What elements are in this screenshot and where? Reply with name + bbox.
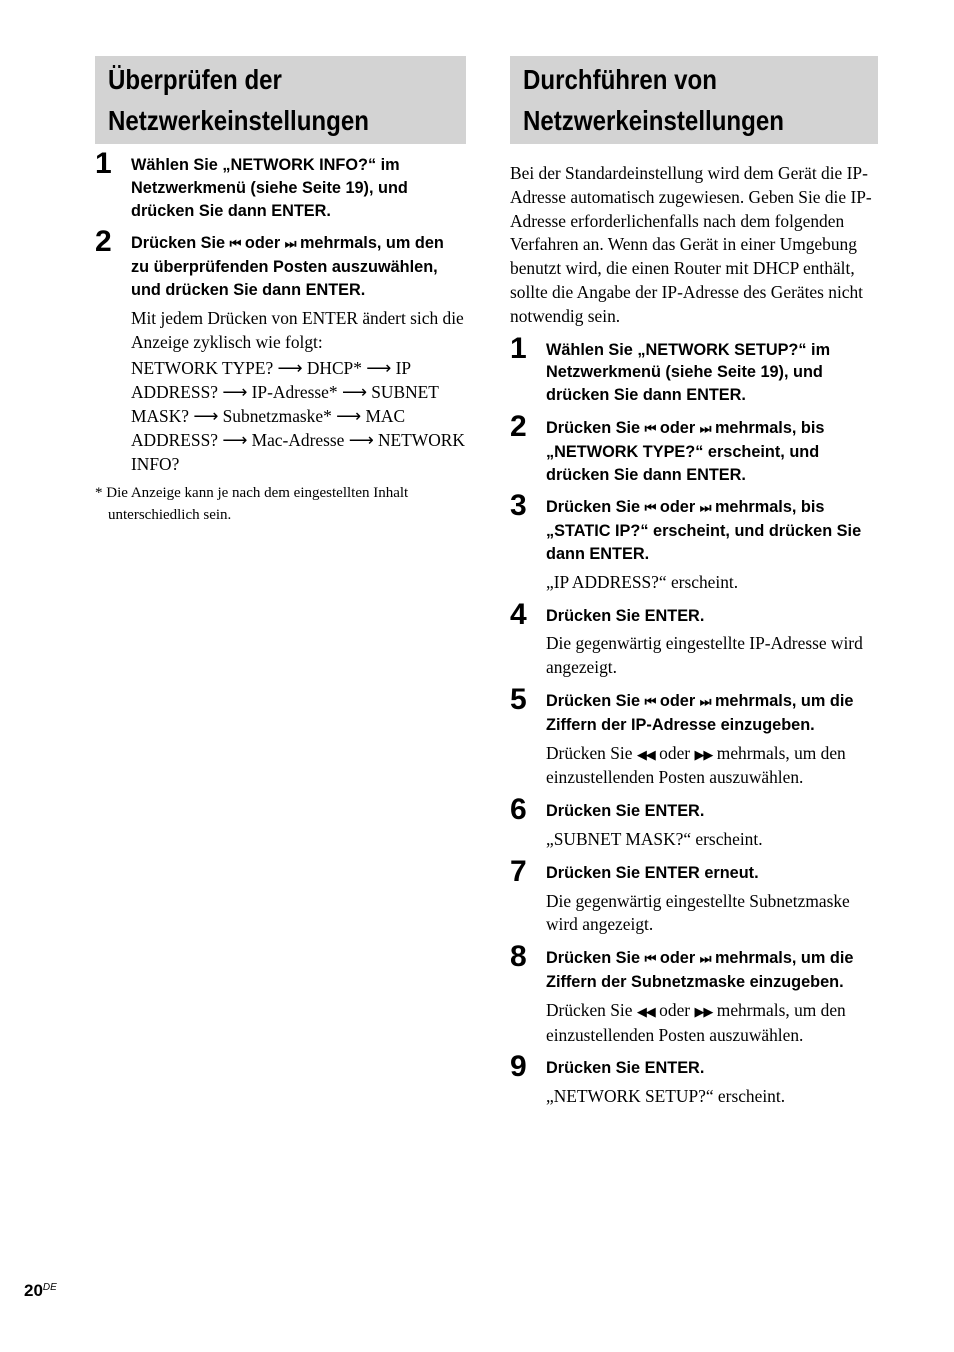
- cycle-sequence: NETWORK TYPE? ⟶ DHCP* ⟶ IP ADDRESS? ⟶ IP-Adresse* ⟶ SUBNET MASK? ⟶ Subnetzmaske* ⟶ MAC ADDRESS? ⟶ Mac-Adresse ⟶ NETWORK INFO?: [131, 358, 465, 474]
- arrow-icon: ⟶: [277, 358, 303, 379]
- intro-paragraph: Bei der Standardeinstellung wird dem Gerät die IP-Adresse automatisch zugewiesen. Geben Sie die IP-Adresse erforderlichenfalls nach dem folgenden Verfahren an. Wenn das Gerät in einer Umgebung benutzt wird, die einen Router mit DHCP enthält, sollte die Angabe der IP-Adresse des Gerätes nicht notwendig sein.: [510, 163, 872, 326]
- footnote: * Die Anzeige kann je nach dem eingestellten Inhalt unterschiedlich sein.: [95, 485, 409, 524]
- section-heading-check: Überprüfen der Netzwerkeinstellungen: [95, 56, 466, 144]
- step-body: Drücken Sie ◀◀ oder ▶▶ mehrmals, um den einzustellenden Posten auszuwählen.: [546, 999, 846, 1045]
- step-body: „SUBNET MASK?“ erscheint.: [546, 828, 763, 849]
- previous-track-icon: ⏮: [644, 420, 656, 436]
- step-8: [510, 940, 878, 1047]
- step-5: [510, 682, 878, 790]
- step-number: 1: [510, 331, 527, 365]
- step-4: [510, 597, 878, 680]
- step-6: [510, 793, 878, 852]
- step-2: [95, 225, 466, 476]
- step-number: 7: [510, 854, 527, 888]
- step-title: Drücken Sie ENTER erneut.: [546, 863, 759, 882]
- left-column: [95, 56, 466, 526]
- step-body: „NETWORK SETUP?“ erscheint.: [546, 1086, 786, 1107]
- step-title: Wählen Sie „NETWORK INFO?“ im Netzwerkmenü (siehe Seite 19), und drücken Sie dann ENTER.: [131, 156, 408, 220]
- step-body: Mit jedem Drücken von ENTER ändert sich die Anzeige zyklisch wie folgt:: [131, 307, 464, 352]
- rewind-icon: ◀◀: [636, 746, 655, 762]
- step-title: Drücken Sie ⏮ oder ⏭ mehrmals, bis „NETWORK TYPE?“ erscheint, und drücken Sie dann ENTER.: [546, 418, 825, 484]
- step-number: 1: [95, 147, 112, 180]
- previous-track-icon: ⏮: [644, 693, 656, 709]
- step-title: Drücken Sie ENTER.: [546, 802, 705, 821]
- step-1: [510, 331, 878, 407]
- step-number: 8: [510, 940, 527, 974]
- step-1: [95, 147, 466, 222]
- arrow-icon: ⟶: [348, 429, 374, 450]
- fast-forward-icon: ▶▶: [694, 1003, 713, 1019]
- step-number: 6: [510, 793, 527, 827]
- arrow-icon: ⟶: [341, 382, 367, 403]
- step-title: Drücken Sie ENTER.: [546, 1059, 705, 1078]
- step-number: 3: [510, 489, 527, 523]
- next-track-icon: ⏭: [284, 236, 296, 252]
- step-title: Wählen Sie „NETWORK SETUP?“ im Netzwerkmenü (siehe Seite 19), und drücken Sie dann ENTER.: [546, 340, 831, 405]
- step-body: Die gegenwärtig eingestellte IP-Adresse wird angezeigt.: [546, 633, 863, 678]
- arrow-icon: ⟶: [193, 405, 219, 426]
- arrow-icon: ⟶: [366, 358, 392, 379]
- next-track-icon: ⏭: [699, 420, 711, 436]
- step-number: 4: [510, 597, 527, 631]
- next-track-icon: ⏭: [699, 951, 711, 967]
- previous-track-icon: ⏮: [644, 951, 656, 967]
- step-7: [510, 854, 878, 937]
- step-title: Drücken Sie ⏮ oder ⏭ mehrmals, um die Ziffern der Subnetzmaske einzugeben.: [546, 949, 854, 991]
- rewind-icon: ◀◀: [636, 1003, 655, 1019]
- arrow-icon: ⟶: [222, 429, 248, 450]
- step-number: 9: [510, 1050, 527, 1084]
- step-9: [510, 1050, 878, 1109]
- step-body: Drücken Sie ◀◀ oder ▶▶ mehrmals, um den einzustellenden Posten auszuwählen.: [546, 742, 846, 788]
- step-title: Drücken Sie ENTER.: [546, 606, 705, 625]
- step-body: Die gegenwärtig eingestellte Subnetzmaske wird angezeigt.: [546, 890, 850, 935]
- step-title: Drücken Sie ⏮ oder ⏭ mehrmals, um den zu überprüfenden Posten auszuwählen, und drücken Sie dann ENTER.: [131, 234, 444, 299]
- step-2: [510, 409, 878, 486]
- fast-forward-icon: ▶▶: [694, 746, 713, 762]
- arrow-icon: ⟶: [336, 405, 362, 426]
- step-number: 5: [510, 682, 527, 716]
- next-track-icon: ⏭: [699, 693, 711, 709]
- step-number: 2: [510, 409, 527, 443]
- right-column: [510, 56, 878, 1109]
- next-track-icon: ⏭: [699, 500, 711, 516]
- step-title: Drücken Sie ⏮ oder ⏭ mehrmals, um die Ziffern der IP-Adresse einzugeben.: [546, 691, 854, 734]
- step-number: 2: [95, 225, 112, 259]
- previous-track-icon: ⏮: [644, 500, 656, 516]
- step-body: „IP ADDRESS?“ erscheint.: [546, 571, 739, 592]
- step-3: [510, 489, 878, 594]
- previous-track-icon: ⏮: [229, 236, 241, 252]
- arrow-icon: ⟶: [222, 382, 248, 403]
- page-number: 20DE: [24, 1281, 57, 1300]
- step-title: Drücken Sie ⏮ oder ⏭ mehrmals, bis „STATIC IP?“ erscheint, und drücken Sie dann ENTER.: [546, 498, 862, 563]
- section-heading-setup: Durchführen von Netzwerkeinstellungen: [510, 56, 878, 144]
